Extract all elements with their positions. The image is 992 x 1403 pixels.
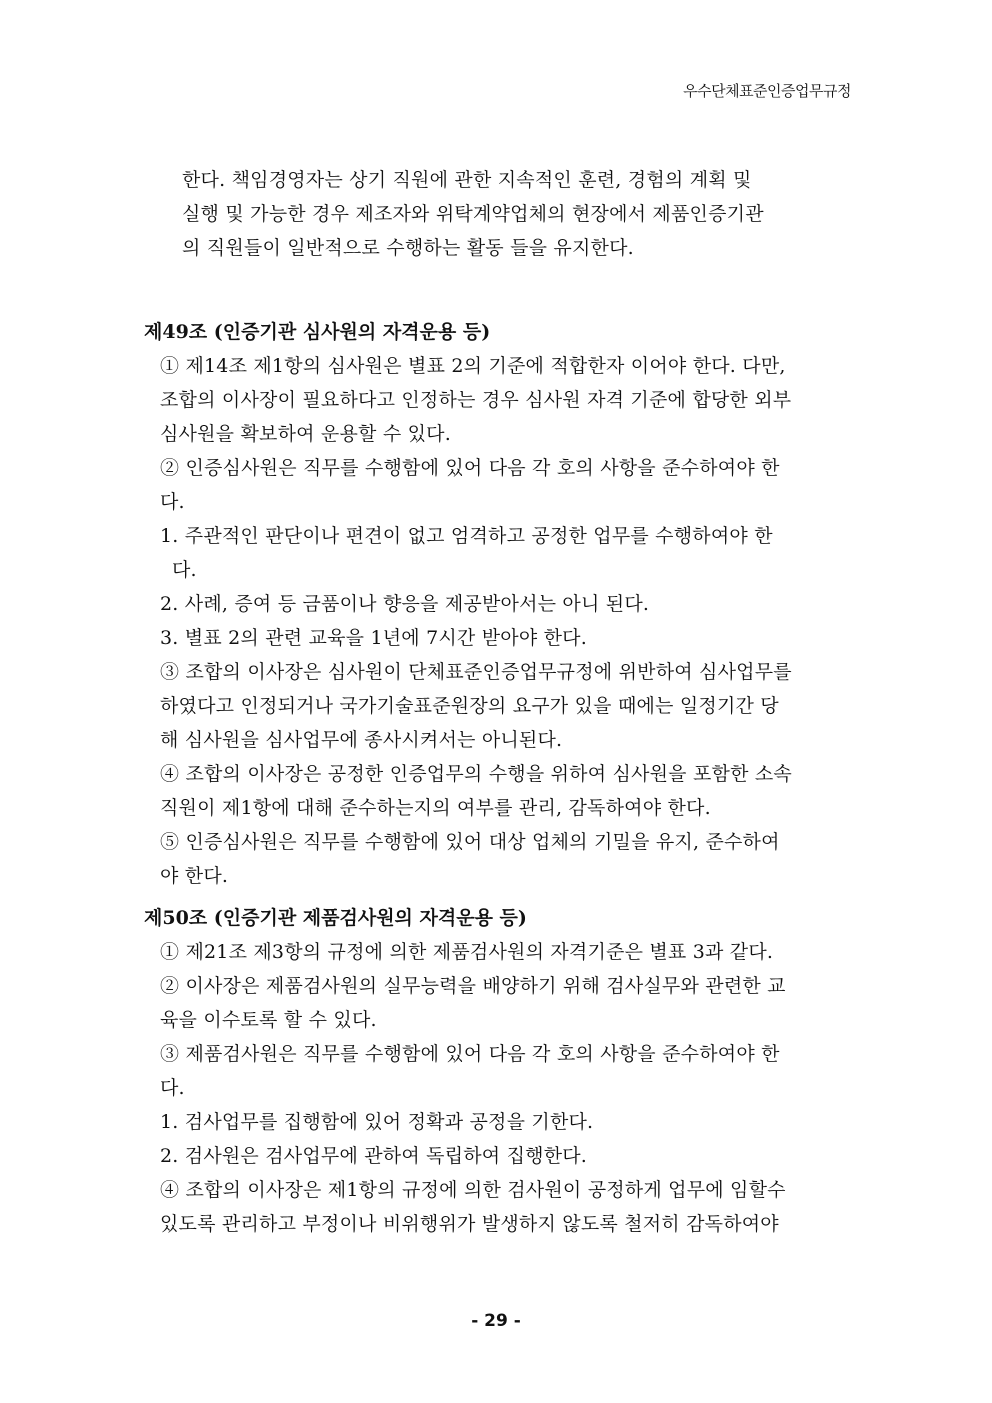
- page-number: - 29 -: [471, 1311, 521, 1331]
- text-line: 하였다고 인정되거나 국가기술표준원장의 요구가 있을 때에는 일정기간 당: [160, 695, 779, 717]
- text-line: ③ 조합의 이사장은 심사원이 단체표준인증업무규정에 위반하여 심사업무를: [160, 661, 792, 683]
- article-heading: 제49조 (인증기관 심사원의 자격운용 등): [144, 321, 491, 343]
- text-line: ② 이사장은 제품검사원의 실무능력을 배양하기 위해 검사실무와 관련한 교: [160, 975, 786, 997]
- text-line: 야 한다.: [160, 865, 229, 887]
- text-line: 1. 주관적인 판단이나 편견이 없고 엄격하고 공정한 업무를 수행하여야 한: [160, 525, 773, 547]
- text-line: 심사원을 확보하여 운용할 수 있다.: [160, 423, 451, 445]
- running-header: 우수단체표준인증업무규정: [683, 82, 851, 100]
- text-line: 의 직원들이 일반적으로 수행하는 활동 들을 유지한다.: [182, 237, 634, 259]
- text-line: 해 심사원을 심사업무에 종사시켜서는 아니된다.: [160, 729, 563, 751]
- text-line: 육을 이수토록 할 수 있다.: [160, 1009, 377, 1031]
- text-line: 2. 검사원은 검사업무에 관하여 독립하여 집행한다.: [160, 1145, 588, 1167]
- text-line: 있도록 관리하고 부정이나 비위행위가 발생하지 않도록 철저히 감독하여야: [160, 1213, 779, 1235]
- text-line: 한다. 책임경영자는 상기 직원에 관한 지속적인 훈련, 경험의 계획 및: [182, 169, 752, 191]
- text-line: 2. 사례, 증여 등 금품이나 향응을 제공받아서는 아니 된다.: [160, 593, 650, 615]
- intro-paragraph: [160, 163, 854, 265]
- text-line: 조합의 이사장이 필요하다고 인정하는 경우 심사원 자격 기준에 합당한 외부: [160, 389, 792, 411]
- text-line: 다.: [160, 1077, 185, 1099]
- text-line: ① 제21조 제3항의 규정에 의한 제품검사원의 자격기준은 별표 3과 같다.: [160, 941, 774, 963]
- text-line: ④ 조합의 이사장은 공정한 인증업무의 수행을 위하여 심사원을 포함한 소속: [160, 763, 792, 785]
- text-line: ③ 제품검사원은 직무를 수행함에 있어 다음 각 호의 사항을 준수하여야 한: [160, 1043, 780, 1065]
- text-line: 1. 검사업무를 집행함에 있어 정확과 공정을 기한다.: [160, 1111, 594, 1133]
- text-line: ② 인증심사원은 직무를 수행함에 있어 다음 각 호의 사항을 준수하여야 한: [160, 457, 780, 479]
- text-line: ⑤ 인증심사원은 직무를 수행함에 있어 대상 업체의 기밀을 유지, 준수하여: [160, 831, 780, 853]
- page-body: [144, 163, 854, 1241]
- text-line: ① 제14조 제1항의 심사원은 별표 2의 기준에 적합한자 이어야 한다. 다만,: [160, 355, 786, 377]
- text-line: 다.: [160, 491, 185, 513]
- text-line: 3. 별표 2의 관련 교육을 1년에 7시간 받아야 한다.: [160, 627, 587, 649]
- text-line: 다.: [172, 559, 197, 581]
- article-50: [144, 901, 854, 1241]
- text-line: ④ 조합의 이사장은 제1항의 규정에 의한 검사원이 공정하게 업무에 임할수: [160, 1179, 786, 1201]
- article-49: [144, 315, 854, 893]
- text-line: 실행 및 가능한 경우 제조자와 위탁계약업체의 현장에서 제품인증기관: [182, 203, 764, 225]
- text-line: 직원이 제1항에 대해 준수하는지의 여부를 관리, 감독하여야 한다.: [160, 797, 711, 819]
- article-heading: 제50조 (인증기관 제품검사원의 자격운용 등): [144, 907, 527, 929]
